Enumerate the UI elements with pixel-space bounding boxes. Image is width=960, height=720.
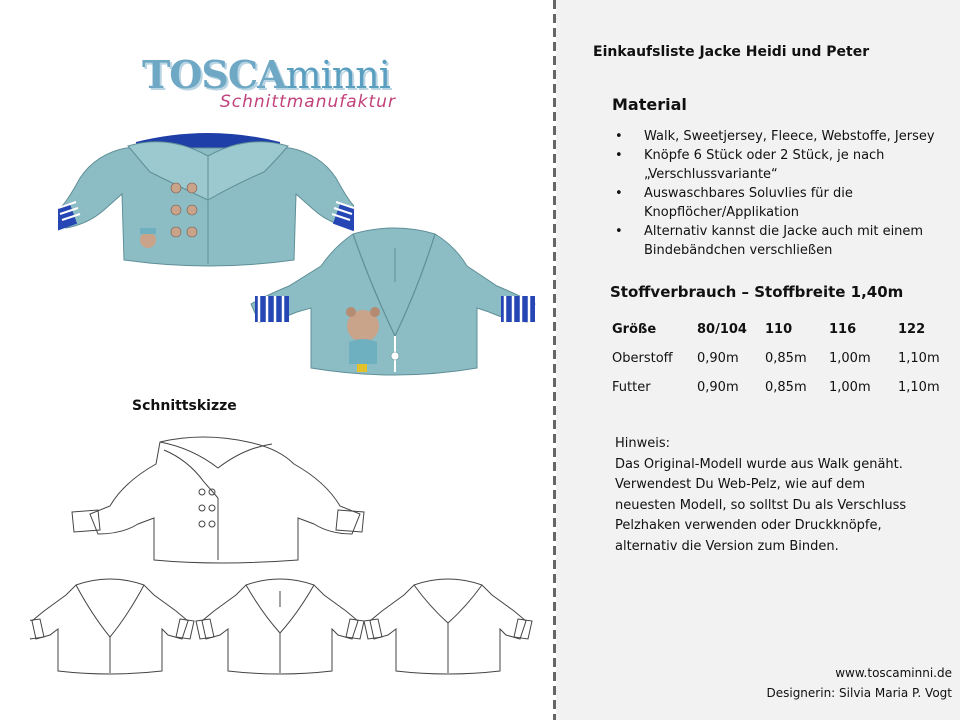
hint-line: neuesten Modell, so solltst Du als Verschluss: [615, 497, 907, 513]
hint-line: alternativ die Version zum Binden.: [615, 538, 839, 554]
website-link[interactable]: www.toscaminni.de: [835, 666, 952, 680]
table-cell: 0,85m: [765, 380, 807, 395]
logo-subtitle: Schnittmanufaktur: [220, 92, 396, 112]
table-header-cell: Größe: [612, 322, 657, 337]
logo-wordmark: TOSCAminni: [142, 52, 390, 97]
table-header-row: [612, 315, 948, 344]
table-cell: 0,85m: [765, 351, 807, 366]
table-row: [612, 344, 948, 373]
sketch-title: Schnittskizze: [132, 398, 237, 414]
sketch-hood-1: [30, 579, 194, 674]
list-item: • Walk, Sweetjersey, Fleece, Webstoffe, Jersey: [614, 127, 944, 146]
table-header-cell: 80/104: [697, 322, 747, 337]
material-heading: Material: [612, 95, 687, 114]
shopping-list-title: Einkaufsliste Jacke Heidi und Peter: [593, 44, 870, 60]
jacket-hood-illustration: [245, 226, 540, 382]
fabric-usage-heading: Stoffverbrauch – Stoffbreite 1,40m: [610, 283, 904, 301]
table-cell: 0,90m: [697, 351, 739, 366]
table-header-cell: 116: [829, 322, 857, 337]
sketch-hood-variants: [30, 577, 550, 677]
list-item: • Alternativ kannst die Jacke auch mit einem Bindebändchen verschließen: [614, 222, 944, 260]
list-item: • Knöpfe 6 Stück oder 2 Stück, je nach „Verschlussvariante“: [614, 146, 944, 184]
table-cell: Oberstoff: [612, 351, 673, 366]
fabric-size-table: [612, 315, 948, 402]
hint-line: Das Original-Modell wurde aus Walk genäht.: [615, 456, 903, 472]
sketch-collar-jacket: [68, 434, 368, 568]
material-list: [614, 127, 944, 260]
table-header-cell: 122: [898, 322, 926, 337]
toscaminni-logo: [142, 52, 412, 122]
designer-credit: Designerin: Silvia Maria P. Vogt: [766, 686, 952, 700]
sketch-hood-3: [364, 579, 532, 674]
table-cell: 1,00m: [829, 351, 871, 366]
table-cell: 1,10m: [898, 380, 940, 395]
table-cell: Futter: [612, 380, 651, 395]
hint-line: Hinweis:: [615, 436, 671, 451]
footer: [766, 663, 952, 703]
hint-line: Verwendest Du Web-Pelz, wie auf dem: [615, 477, 866, 492]
hint-note: [615, 434, 945, 557]
table-header-cell: 110: [765, 322, 793, 337]
hint-line: Pelzhaken verwenden oder Druckknöpfe,: [615, 518, 882, 533]
table-row: [612, 373, 948, 402]
table-cell: 0,90m: [697, 380, 739, 395]
table-cell: 1,00m: [829, 380, 871, 395]
table-cell: 1,10m: [898, 351, 940, 366]
list-item: • Auswaschbares Soluvlies für die Knopflöcher/Applikation: [614, 184, 944, 222]
sketch-hood-2: [196, 579, 364, 674]
